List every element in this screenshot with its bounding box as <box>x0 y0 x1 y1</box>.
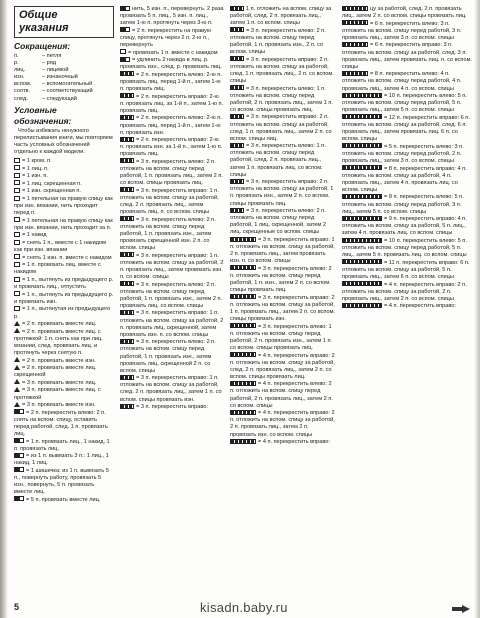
page-number: 5 <box>14 602 20 612</box>
abbreviation-key: след. <box>14 95 28 102</box>
symbol-entry <box>230 237 336 265</box>
knit-symbol-icon <box>342 259 382 264</box>
symbol-entry <box>120 310 224 338</box>
column-2 <box>120 6 224 596</box>
abbreviation-key: соотв. <box>14 88 31 95</box>
abbreviations-list <box>14 53 114 103</box>
knit-symbol-icon <box>14 402 20 407</box>
knit-symbol-icon <box>342 114 382 119</box>
knit-symbol-icon <box>230 352 256 357</box>
symbol-entry <box>342 282 472 303</box>
symbol-description: = 3 п. провязать вместе изн. <box>22 402 96 409</box>
symbol-entry <box>120 253 224 281</box>
symbol-entry <box>14 262 114 276</box>
symbol-description: = 3 п. перекрестить вправо: 2 п. отложить на вспом. спицу за работой, след. 1 п. провязать лиц., затем 2 п. со вспом. спицы лиц. <box>230 114 332 142</box>
symbol-description: = 3 п. перекрестить влево: 1 п. отложить на вспом. спицу перед работой, след. 2 п. провязать лиц., затем 1 п. провязать лиц. со вспом. спицы <box>230 143 326 178</box>
knit-symbol-icon <box>342 42 368 47</box>
symbol-description: = 1 изн. скрещенная п. <box>22 188 81 195</box>
knit-symbol-icon <box>14 387 20 392</box>
symbol-description: = 3 п. перекрестить вправо: 1 п. отложить на вспом. спицу за работой, 2 п. провязать лиц., затем провязать изн. п. со вспом. спицы <box>120 252 224 280</box>
symbol-entry <box>14 218 114 232</box>
knit-symbol-icon <box>120 310 134 315</box>
abbreviations-title: Сокращения: <box>14 41 71 51</box>
symbol-description: = 2 п. перекрестить влево: 2-ю п. провязать лиц. перед 1-й п., затем 1-ю п. провязать изн. <box>120 115 222 136</box>
abbreviation-key: изн. <box>14 74 25 81</box>
symbol-description: = 3 п. перекрестить влево: 2 п. отложить на вспом. спицу перед работой, 1 п. провязать изн., затем провязать скрещенной изн. 2 п. со вспом. спицы <box>120 216 216 252</box>
symbol-entry <box>14 410 114 438</box>
symbol-entry <box>14 173 114 180</box>
knit-symbol-icon <box>120 339 134 344</box>
knit-symbol-icon <box>230 381 256 386</box>
knit-symbol-icon <box>342 143 382 148</box>
knit-symbol-icon <box>230 85 244 90</box>
symbol-description: = 4 п. перекрестить влево: 2 п. отложить на вспом. спицу перед работой, 2 п. провязать лиц., затем 2 п. со вспом. спицы <box>230 381 333 409</box>
symbol-entry <box>230 57 336 85</box>
knit-symbol-icon <box>14 262 20 267</box>
symbol-description: = 11 п. перекрестить вправо: 6 п. отложить на вспом. спицу за работой, 5 п. провязать лиц., затем 6 п. со вспом. спицы <box>342 259 470 280</box>
corner-arrow-icon <box>452 605 470 613</box>
symbol-entry <box>14 240 114 254</box>
symbol-entry <box>14 387 114 401</box>
symbol-entry <box>230 266 336 294</box>
knit-symbol-icon <box>230 179 244 184</box>
symbol-description: = 1 петельная на правую спицу как при изн. вязании, нить проходит перед п. <box>14 196 113 217</box>
symbol-entry <box>342 303 472 310</box>
symbol-description: = 1 п. провязать лиц., 1 накид, 1 п. провязать лиц. <box>14 438 110 452</box>
symbol-entry <box>14 358 114 365</box>
abbreviation-key: вспом. <box>14 81 32 88</box>
symbol-description: = 1 изн. п. <box>22 173 48 180</box>
symbol-description: = 5 п. перекрестить влево: 3 п. отложить на вспом. спицу перед работой, 2 п. провязать лиц., затем 3 п. со вспом. спицы <box>342 143 464 164</box>
symbol-entry <box>230 114 336 142</box>
symbol-entry <box>120 57 224 71</box>
symbol-entry <box>342 216 472 237</box>
symbol-entry <box>342 260 472 281</box>
symbols-list-1 <box>14 158 114 504</box>
symbol-description: = 1 накид <box>22 232 47 239</box>
column-3 <box>230 6 336 596</box>
symbol-description: = удлинить 2 накида в лиц. р. провязать изн., след. р. провязать лиц. <box>120 57 222 71</box>
abbreviation-value: – изнаночный <box>42 74 78 81</box>
symbol-description: = 9 п. перекрестить вправо: 4 п. отложить на вспом. спицу за работой, 5 п. лиц., затем 4 п. провязать лиц. со вспом. спицы <box>342 216 467 237</box>
symbol-description: нить, 5 изн. п., перевернуть. 2 раза провязать 5 п. лиц., 5 изн. п. лиц., затем 1-ю п. протянуть через 3-ю п. <box>120 6 224 27</box>
symbol-description: = 3 п. перекрестить вправо: <box>136 404 208 411</box>
knit-symbol-icon <box>342 165 382 170</box>
symbol-entry <box>120 94 224 115</box>
symbol-description: = 2 п. провязать вместе лиц. с протяжкой: 1 п. снять как при лиц. вязании, след. провязать лиц. и протянуть через снятую п. <box>14 328 103 356</box>
knit-symbol-icon <box>14 291 20 296</box>
symbol-entry <box>14 321 114 328</box>
knit-symbol-icon <box>230 439 256 444</box>
column-4 <box>342 6 472 596</box>
symbol-entry <box>230 208 336 236</box>
symbol-description: = 6 п. перекрестить вправо: 3 п. отложить на вспом. спицу за работой, след. 3 п. провязать лиц., затем провязать лиц. п. со вспом. спицы <box>342 42 472 70</box>
symbol-entry <box>230 353 336 381</box>
symbol-entry <box>120 188 224 216</box>
knit-symbol-icon <box>14 173 20 178</box>
knit-symbol-icon <box>120 93 134 98</box>
symbol-entry <box>120 72 224 93</box>
symbol-entry <box>342 42 472 70</box>
knit-symbol-icon <box>120 404 134 409</box>
symbol-description: = 1 лиц. п. <box>22 165 49 172</box>
symbols-list-3 <box>230 6 336 446</box>
symbol-description: = 3 п. перекрестить вправо: 2 п. отложить на вспом. спицу за работой, след. 1 п. провязать лиц., 2 п. со вспом. спицы <box>230 56 334 84</box>
symbol-description: = 6 п. перекрестить влево: 3 п. отложить на вспом. спицу перед работой, 3 п. провязать лиц., затем 3 п. со вспом. спицы <box>342 20 462 41</box>
abbreviation-row <box>14 53 114 60</box>
symbol-entry <box>14 188 114 195</box>
symbol-description: цу за работой, след. 2 п. провязать лиц., затем 2 п. со вспом. спицы провязать лиц. <box>342 6 467 20</box>
symbol-description: = 3 п. перекрестить влево: 1 п. отложить на вспом. спицу перед работой, 2 п. провязать лиц., затем 1 п. со вспом. спицы провязать лиц. <box>230 85 333 113</box>
symbol-entry <box>120 28 224 49</box>
knit-symbol-icon <box>14 321 20 326</box>
page-title: Общие указания <box>14 6 114 38</box>
knit-symbol-icon <box>230 237 256 242</box>
symbol-entry <box>14 232 114 239</box>
symbol-entry <box>230 28 336 56</box>
abbreviation-row <box>14 88 114 95</box>
knit-symbol-icon <box>342 6 368 11</box>
symbol-entry <box>14 365 114 379</box>
knit-symbol-icon <box>230 114 244 119</box>
symbol-description: = 1 п., вытянутая из предыдущего р. <box>14 306 111 320</box>
knit-symbol-icon <box>230 265 256 270</box>
symbol-entry <box>230 6 336 27</box>
knit-symbol-icon <box>14 158 20 163</box>
symbol-entry <box>14 166 114 173</box>
symbol-entry <box>230 179 336 207</box>
abbreviation-row <box>14 96 114 103</box>
symbol-entry <box>342 144 472 165</box>
knit-symbol-icon <box>230 143 244 148</box>
symbol-entry <box>230 381 336 409</box>
symbols-list-4 <box>342 6 472 310</box>
knit-symbol-icon <box>342 20 368 25</box>
symbol-description: = 2 п. провязать вместе лиц. скрещенной <box>14 365 97 379</box>
symbol-description: = 1 лиц. скрещенная п. <box>22 180 82 187</box>
symbol-description: = 2 п. провязать вместе лиц. <box>22 321 97 328</box>
knit-symbol-icon <box>342 216 382 221</box>
symbols-list-2 <box>120 6 224 411</box>
symbol-description: = 4 п. перекрестить вправо: 2 п. отложить на вспом. спицу за работой, след. 2 п. провязать лиц., затем 2 п. со вспом. спицы провязать лиц. <box>230 352 335 380</box>
knit-symbol-icon <box>120 375 134 380</box>
knit-symbol-icon <box>120 27 130 32</box>
symbol-description: = 1 кром. п. <box>22 158 52 165</box>
knit-symbol-icon <box>342 303 382 308</box>
knit-symbol-icon <box>14 453 24 458</box>
abbreviation-value: – лицевой <box>42 67 69 74</box>
knit-symbol-icon <box>14 188 20 193</box>
knit-symbol-icon <box>14 277 20 282</box>
symbol-description: = 3 п. перекрестить влево: 2 п. отложить на вспом. спицу перед работой, 1 п. провязать изн., 2 п. со вспом. спицы <box>230 27 326 56</box>
symbol-description: = 2 п. перекрестить вправо: 2-ю п. провязать лиц. за 1-й п., затем 1-ю п. провязать лиц. <box>120 93 224 114</box>
symbol-description: = 1 п., вытянуть из предыдущего р. и провязать изн. <box>14 291 114 305</box>
knit-symbol-icon <box>120 252 134 257</box>
symbol-description: = 10 п. перекрестить влево: 5 п. отложить на вспом. спицу перед работой, 5 п. провязать лиц., затем 5 п. со вспом. спицы <box>342 93 467 114</box>
knit-symbol-icon <box>14 217 20 222</box>
knit-symbol-icon <box>120 6 130 11</box>
symbol-entry <box>120 217 224 252</box>
abbreviation-value: – соответствующий <box>42 88 93 95</box>
symbols-intro: Чтобы избежать ненужного перелистывания книги, мы повторяем часть условных обозначений отдельно к каждой модели. <box>14 127 113 155</box>
symbol-description: 1 п. отложить на вспом. спицу за работой, след. 2 п. провязать лиц., затем 1 п. со вспом. спицы <box>230 6 332 27</box>
symbol-entry <box>230 86 336 114</box>
symbol-description: = 3 п. перекрестить вправо: 1 п. отложить на вспом. спицу за работой, след. 2 п. провязать лиц., затем провязать лиц. п. со вспом. спицы <box>120 187 219 216</box>
symbol-description: = 8 п. перекрестить вправо: 4 п. отложить на вспом. спицу за работой, 4 п. провязать лиц., затем 4 п. провязать лиц. со вспом. спицы <box>342 165 467 193</box>
symbol-entry <box>14 292 114 306</box>
symbol-description: = провязать 1 п. вместе с накидом <box>128 49 218 56</box>
knit-symbol-icon <box>120 281 134 286</box>
knit-symbol-icon <box>14 165 20 170</box>
knit-symbol-icon <box>14 240 20 245</box>
knit-symbol-icon <box>230 6 244 11</box>
symbol-entry <box>14 468 114 496</box>
abbreviation-value: – следующий <box>42 95 77 102</box>
knit-symbol-icon <box>14 196 20 201</box>
knit-symbol-icon <box>120 216 134 221</box>
symbol-entry <box>120 339 224 374</box>
symbol-entry <box>14 277 114 291</box>
symbol-description: = 2 п. перекрестить вправо: 2-ю п. провязать изн. за 1-й п., затем 1-ю п. провязать лиц. <box>120 137 223 158</box>
symbol-entry <box>342 166 472 194</box>
symbol-description: = 4 п. перекрестить вправо: <box>384 303 456 310</box>
symbol-entry <box>230 410 336 438</box>
knit-symbol-icon <box>230 56 244 61</box>
knit-symbol-icon <box>342 194 382 199</box>
knit-symbol-icon <box>120 49 126 54</box>
knit-symbol-icon <box>14 180 20 185</box>
symbol-description: = 3 п. перекрестить влево: 2 п. отложить на вспом. спицу перед работой, 1 п. провязать лиц., затем 2 п. со вспом. спицы провязать лиц. <box>120 158 223 187</box>
symbol-description: = снять 1 п., вместе с 1 накидом как при изн. вязании <box>14 240 106 254</box>
symbol-entry <box>342 115 472 143</box>
knit-symbol-icon <box>120 57 130 62</box>
symbol-description: = 3 п. перекрестить вправо: 1 п. отложить на вспом. спицу за работой, след. 2 п. провязать лиц., затем 1 п. со вспом. спицы провязать изн. <box>120 375 222 403</box>
symbol-entry <box>14 158 114 165</box>
knit-symbol-icon <box>120 115 134 120</box>
symbol-description: = 5 п. провязать вместе лиц. <box>26 496 101 503</box>
knit-symbol-icon <box>230 27 244 32</box>
symbol-description: = 3 п. перекрестить влево: 2 п. отложить на вспом. спицу перед работой, 1 п. провязать изн., затем 2 п. провязать лиц. со вспом. спицы <box>120 281 223 309</box>
symbol-description: = 3 п. перекрестить вправо: 1 п. отложить на вспом. спицу за работой, 2 п. провязать лиц. скрещенной, затем провязать изн. п. со вспом. спицы <box>120 310 224 338</box>
symbol-entry <box>120 6 224 27</box>
symbol-description: = 1 п. провязать лиц. вместе с накидом <box>14 262 101 276</box>
knit-symbol-icon <box>342 93 382 98</box>
symbol-entry <box>120 137 224 158</box>
knit-symbol-icon <box>14 306 20 311</box>
abbreviation-key: лиц. <box>14 67 26 74</box>
symbol-entry <box>14 453 114 467</box>
symbol-entry <box>230 295 336 323</box>
symbol-description: = 2 п. перекрестить влево: 2 п. снять на вспом. спицу, оставить перед работой, след. 1 п. провязать лиц. <box>14 409 108 437</box>
symbol-entry <box>230 324 336 352</box>
symbol-entry <box>230 143 336 178</box>
knit-symbol-icon <box>14 467 24 472</box>
column-1 <box>14 6 114 596</box>
symbol-entry <box>230 439 336 446</box>
abbreviation-value: – вспомогательный <box>42 81 93 88</box>
symbol-description: = 4 п. перекрестить вправо: <box>258 439 330 446</box>
knit-symbol-icon <box>120 158 134 163</box>
symbol-entry <box>14 255 114 262</box>
symbol-entry <box>14 329 114 357</box>
abbreviation-value: – петля <box>42 53 62 59</box>
symbol-description: = 4 п. перекрестить вправо: 2 п. отложить на вспом. спицу за работой, 2 п. провязать лиц., затем 2 п. провязать изн. со вспом. спицы <box>230 410 335 438</box>
symbol-description: = 3 п. перекрестить влево: 2 п. отложить на вспом. спицу перед работой, 1 лиц. скрещенной, затем 2 лиц. скрещенные со вспом. спицы <box>230 208 326 236</box>
symbol-description: = 3 п. перекрестить влево: 2 п. отложить на вспом. спицу перед работой, 1 п. провязать изн., затем провязать лиц. скрещенной 2 п. со вспом. спицы <box>120 339 216 374</box>
knit-symbol-icon <box>342 281 382 286</box>
symbol-description: = 10 п. перекрестить влево: 5 п. отложить на вспом. спицу перед работой, 5 п. лиц., затем 5 п. провязать лиц. со вспом. спицы <box>342 238 467 259</box>
symbol-description: = 3 п. провязать вместе лиц. <box>22 379 97 386</box>
knit-symbol-icon <box>230 294 256 299</box>
knit-symbol-icon <box>120 137 134 142</box>
knit-symbol-icon <box>120 187 134 192</box>
symbol-entry <box>342 93 472 114</box>
knit-symbol-icon <box>14 409 24 414</box>
page-edge-curl <box>474 0 480 618</box>
symbol-description: = 3 п. провязать вместе лиц. с протяжкой <box>14 387 101 401</box>
symbol-entry <box>14 196 114 217</box>
symbol-description: = снять 1 изн. п. вместе с накидом <box>22 254 112 261</box>
knit-symbol-icon <box>14 379 20 384</box>
symbol-description: = 2 п. перекрестить влево: 2-ю п. провязать лиц. перед 1-й п., затем 1-ю п. провязать лиц. <box>120 71 222 93</box>
abbreviation-value: – ряд <box>42 60 57 67</box>
knit-symbol-icon <box>14 328 20 333</box>
symbol-entry <box>120 50 224 57</box>
symbol-description: = 2 п. провязать вместе изн. <box>22 357 96 364</box>
symbol-description: = 3 п. перекрестить вправо: 2 п. отложить на вспом. спицу за работой, 1 п. провязать изн., затем 2 п. со вспом. спицы провязать лиц. <box>230 179 334 207</box>
symbol-entry <box>120 115 224 136</box>
knit-symbol-icon <box>14 365 20 370</box>
symbol-description: = 4 п. перекрестить вправо: 2 п. отложить на вспом. спицу за работой, 2 п. провязать лиц., затем 2 п. со вспом. спицы <box>342 281 467 302</box>
symbol-description: = 1 шишечка: из 1 п. вывязать 5 п., повернуть работу, провязать 5 изн., повернуть, 5 п. провязать вместе лиц. <box>14 467 109 496</box>
symbol-entry <box>342 238 472 259</box>
knit-symbol-icon <box>230 410 256 415</box>
knit-symbol-icon <box>14 357 20 362</box>
symbol-description: = 8 п. перекрестить влево: 5 п. отложить на вспом. спицу перед работой, 3 п. лиц., затем 5 п. со вспом. спицы <box>342 194 464 215</box>
site-watermark: kisadn.baby.ru <box>200 600 288 615</box>
knit-symbol-icon <box>342 71 368 76</box>
symbol-description: = 3 п. перекрестить влево: 2 п. отложить на вспом. спицу перед работой, 1 п. изн., затем 2 п. со вспом. спицы провязать лиц. <box>230 265 332 294</box>
symbol-entry <box>120 159 224 187</box>
symbol-entry <box>342 6 472 20</box>
knit-symbol-icon <box>14 496 24 501</box>
symbol-entry <box>120 282 224 310</box>
symbol-description: = 1 петельная на правую спицу как при изн. вязании, нить проходит за п. <box>14 217 113 231</box>
symbol-description: = 3 п. перекрестить вправо: 1 п. отложить на вспом. спицу за работой, 2 п. провязать лиц., затем провязать изн. п. со вспом. спицы <box>230 237 335 265</box>
symbol-description: = 3 п. перекрестить влево: 1 п. отложить на вспом. спицу перед работой, 2 п. провязать изн., затем 1 п. со вспом. спицы провязать лиц. <box>230 323 333 351</box>
knit-symbol-icon <box>14 232 20 237</box>
knit-symbol-icon <box>230 323 256 328</box>
symbol-entry <box>120 404 224 411</box>
knit-symbol-icon <box>14 254 20 259</box>
symbol-entry <box>342 194 472 215</box>
symbol-description: = 3 п. перекрестить вправо: 2 п. отложить на вспом. спицу за работой, 1 п. провязать лиц., затем 2 п. со вспом. спицы провязать изн. <box>230 294 335 323</box>
symbols-title: Условные обозначения: <box>14 104 72 126</box>
symbol-entry <box>14 181 114 188</box>
symbol-entry <box>14 497 114 504</box>
page-spine-shadow <box>0 0 8 618</box>
symbol-entry <box>14 439 114 453</box>
symbol-description: = 2 п. перекрестить на правую спицу, протянуть через 2 п. 2-ю п., перевернуть <box>120 27 212 48</box>
symbol-description: = 12 п. перекрестить вправо: 6 п. отложить на вспом. спицу за работой, след. 6 п. провязать лиц., затем провязать лиц. 6 п. со вспом. спицы <box>342 114 470 143</box>
symbol-description: = из 1 п. вывязать 3 п.: 1 лиц., 1 накид, 1 лиц. <box>14 453 109 467</box>
symbol-entry <box>342 71 472 92</box>
symbol-entry <box>14 306 114 320</box>
knit-symbol-icon <box>342 238 382 243</box>
symbol-entry <box>14 402 114 409</box>
knit-symbol-icon <box>120 71 134 76</box>
symbol-entry <box>342 21 472 42</box>
knit-symbol-icon <box>14 438 24 443</box>
abbreviation-key: п. <box>14 53 19 59</box>
symbol-description: = 1 п., вытянуть из предыдущего р. и провязать лиц., отпустить <box>14 277 114 291</box>
abbreviation-key: р. <box>14 60 19 67</box>
symbol-description: = 8 п. перекрестить влево: 4 п. отложить на вспом. спицу перед работой, 4 п. провязать лиц., затем 4 п. со вспом. спицы <box>342 71 462 92</box>
symbol-entry <box>120 375 224 403</box>
symbol-entry <box>14 380 114 387</box>
knit-symbol-icon <box>230 208 244 213</box>
